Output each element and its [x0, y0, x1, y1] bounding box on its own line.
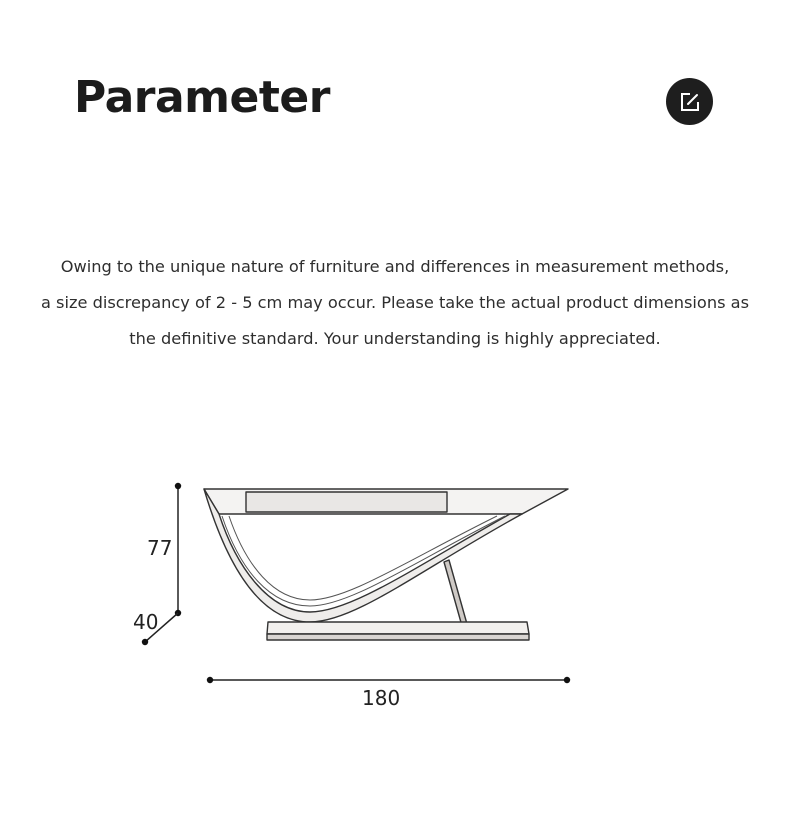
- notice-line-3: the definitive standard. Your understanding is highly appreciated.: [129, 329, 661, 348]
- height-dimension: [175, 483, 181, 616]
- width-label: 180: [362, 686, 401, 710]
- page-title: Parameter: [74, 72, 330, 123]
- notice-line-2: a size discrepancy of 2 - 5 cm may occur. Please take the actual product dimensions as: [40, 293, 750, 312]
- desk-illustration: [204, 489, 568, 640]
- depth-label: 40: [133, 610, 159, 634]
- height-label: 77: [147, 536, 173, 560]
- width-dimension: [207, 677, 570, 683]
- notice-line-1: Owing to the unique nature of furniture and differences in measurement methods,: [60, 257, 730, 276]
